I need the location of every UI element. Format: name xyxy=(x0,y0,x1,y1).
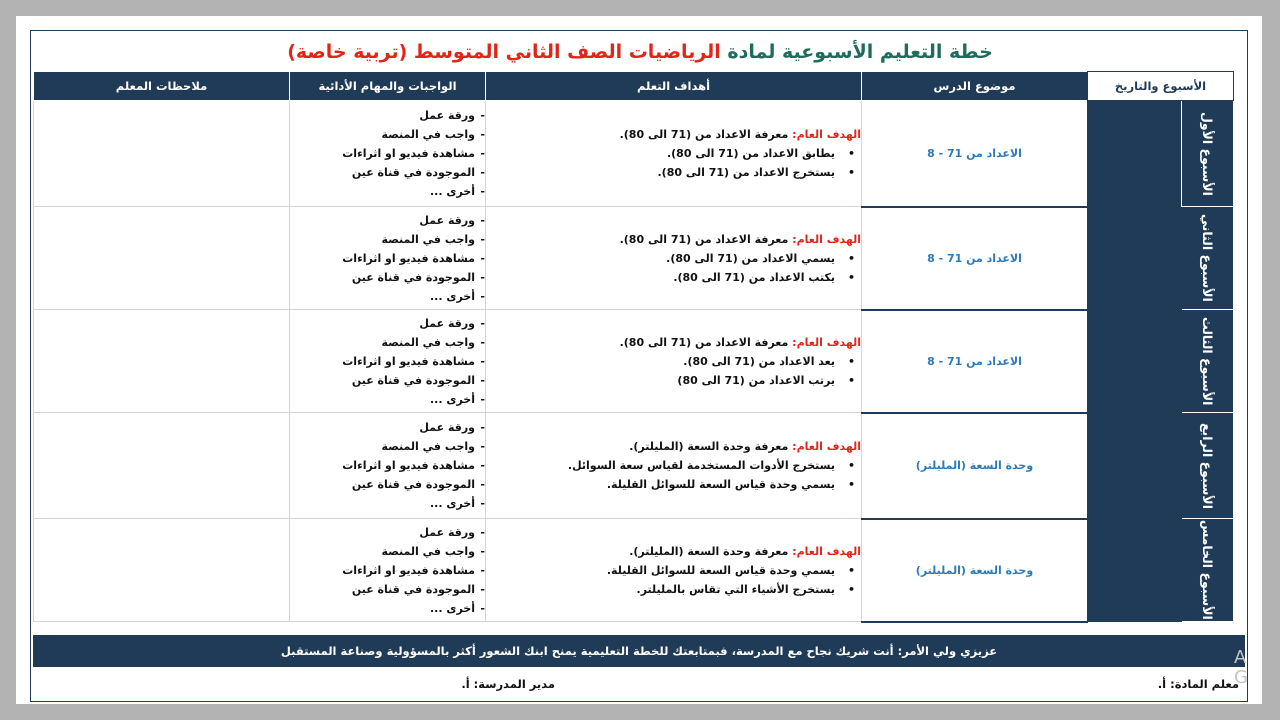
tasks-cell xyxy=(290,519,486,622)
task-item: - واجب في المنصة xyxy=(290,230,475,249)
task-item: - الموجودة في قناة عين xyxy=(290,475,475,494)
task-item: - مشاهدة فيديو او اثراءات xyxy=(290,561,475,580)
table-header-row xyxy=(34,72,1234,101)
topic-cell: الاعداد من 71 - 8 xyxy=(862,101,1088,207)
table-row xyxy=(34,519,1234,622)
tasks-list xyxy=(290,418,485,513)
header-week: الأسبوع والتاريخ xyxy=(1088,72,1234,101)
header-notes: ملاحظات المعلم xyxy=(34,72,290,101)
goal-bullet: • يرتب الاعداد من (71 الى 80) xyxy=(486,371,835,390)
goal-label: الهدف العام: xyxy=(792,544,861,558)
goal-bullet: • يسمي الاعداد من (71 الى 80). xyxy=(486,249,835,268)
tasks-list xyxy=(290,106,485,201)
task-item: - أخرى ... xyxy=(290,494,475,513)
notes-cell xyxy=(34,101,290,207)
task-item: - واجب في المنصة xyxy=(290,437,475,456)
signature-row xyxy=(33,671,1245,697)
task-item: - ورقة عمل xyxy=(290,211,475,230)
task-item: - واجب في المنصة xyxy=(290,542,475,561)
task-item: - الموجودة في قناة عين xyxy=(290,580,475,599)
general-goal xyxy=(486,333,861,352)
task-item: - الموجودة في قناة عين xyxy=(290,163,475,182)
goal-text: معرفة وحدة السعة (المليلتر). xyxy=(629,544,793,558)
page-frame xyxy=(16,16,1262,704)
title-special: (تربية خاصة) xyxy=(287,41,408,63)
table-row xyxy=(34,101,1234,207)
parent-message-banner: عزيزي ولي الأمر: أنت شريك نجاح مع المدرسة، فبمتابعتك للخطة التعليمية يمنح ابنك الشعور أكثر بالمسؤولية وصناعة المستقبل xyxy=(33,635,1245,667)
week-label-cell xyxy=(1182,413,1234,519)
goal-text: معرفة الاعداد من (71 الى 80). xyxy=(619,335,793,349)
week-label-cell xyxy=(1182,207,1234,310)
week-label: الأسبوع الثاني xyxy=(1200,214,1216,302)
notes-cell xyxy=(34,310,290,413)
tasks-cell xyxy=(290,101,486,207)
week-label-cell xyxy=(1182,101,1234,207)
goals-cell xyxy=(486,413,862,519)
goal-label: الهدف العام: xyxy=(792,440,861,453)
general-goal xyxy=(486,125,861,144)
week-label: الأسبوع الثالث xyxy=(1200,316,1216,406)
goal-label: الهدف العام: xyxy=(792,128,861,141)
plan-sheet xyxy=(30,30,1248,702)
page-title xyxy=(31,41,1249,63)
weekly-plan-table xyxy=(33,71,1234,623)
header-topic: موضوع الدرس xyxy=(862,72,1088,101)
tasks-list xyxy=(290,314,485,409)
header-goals: أهداف التعلم xyxy=(486,72,862,101)
week-label-cell xyxy=(1182,519,1234,622)
table-row xyxy=(34,207,1234,310)
general-goal xyxy=(486,230,861,249)
goal-bullets xyxy=(486,456,861,494)
task-item: - أخرى ... xyxy=(290,599,475,618)
task-item: - ورقة عمل xyxy=(290,314,475,333)
task-item: - ورقة عمل xyxy=(290,523,475,542)
topic-cell: وحدة السعة (المليلتر) xyxy=(862,519,1088,622)
activation-watermark-mark: A G xyxy=(1234,647,1248,688)
goals-cell xyxy=(486,207,862,310)
goal-text: معرفة الاعداد من (71 الى 80). xyxy=(619,232,793,246)
task-item: - مشاهدة فيديو او اثراءات xyxy=(290,352,475,371)
tasks-cell xyxy=(290,413,486,519)
week-label-cell xyxy=(1182,310,1234,413)
task-item: - أخرى ... xyxy=(290,287,475,306)
goals-cell xyxy=(486,519,862,622)
title-subject: الرياضيات xyxy=(628,41,721,63)
topic-cell: الاعداد من 71 - 8 xyxy=(862,310,1088,413)
task-item: - الموجودة في قناة عين xyxy=(290,371,475,390)
task-item: - واجب في المنصة xyxy=(290,125,475,144)
goal-bullet: • يستخرج الأشياء التي تقاس بالمليلتر. xyxy=(486,580,835,599)
task-item: - مشاهدة فيديو او اثراءات xyxy=(290,249,475,268)
goal-label: الهدف العام: xyxy=(792,335,861,349)
week-label: الأسبوع الأول xyxy=(1200,111,1216,196)
goal-bullet: • يطابق الاعداد من (71 الى 80). xyxy=(486,144,835,163)
goal-bullet: • يسمي وحدة قياس السعة للسوائل القليلة. xyxy=(486,561,835,580)
goal-bullet: • يستخرج الأدوات المستخدمة لقياس سعة السوائل. xyxy=(486,456,835,475)
title-grade: الصف الثاني المتوسط xyxy=(407,41,629,63)
goal-bullet: • يعد الاعداد من (71 الى 80). xyxy=(486,352,835,371)
goal-text: معرفة الاعداد من (71 الى 80). xyxy=(619,128,793,141)
tasks-cell xyxy=(290,310,486,413)
general-goal xyxy=(486,542,861,561)
goal-bullet: • يكتب الاعداد من (71 الى 80). xyxy=(486,268,835,287)
table-row xyxy=(34,310,1234,413)
tasks-cell xyxy=(290,207,486,310)
goal-bullets xyxy=(486,352,861,390)
goal-bullets xyxy=(486,561,861,599)
goal-bullets xyxy=(486,249,861,287)
notes-cell xyxy=(34,519,290,622)
goals-cell xyxy=(486,101,862,207)
task-item: - أخرى ... xyxy=(290,390,475,409)
topic-cell: وحدة السعة (المليلتر) xyxy=(862,413,1088,519)
goal-bullets xyxy=(486,144,861,182)
manager-signature: مدير المدرسة: أ. xyxy=(461,677,555,691)
week-label: الأسبوع الخامس xyxy=(1200,520,1216,620)
task-item: - ورقة عمل xyxy=(290,106,475,125)
title-text-1: خطة التعليم الأسبوعية لمادة xyxy=(720,41,993,63)
task-item: - أخرى ... xyxy=(290,182,475,201)
task-item: - واجب في المنصة xyxy=(290,333,475,352)
topic-cell: الاعداد من 71 - 8 xyxy=(862,207,1088,310)
date-cell xyxy=(1088,101,1182,622)
goal-label: الهدف العام: xyxy=(792,232,861,246)
goal-text: معرفة وحدة السعة (المليلتر). xyxy=(629,440,793,453)
general-goal xyxy=(486,437,861,456)
tasks-list xyxy=(290,211,485,306)
task-item: - مشاهدة فيديو او اثراءات xyxy=(290,456,475,475)
notes-cell xyxy=(34,413,290,519)
goal-bullet: • يسمي وحدة قياس السعة للسوائل القليلة. xyxy=(486,475,835,494)
teacher-signature: معلم المادة: أ. xyxy=(1157,677,1239,691)
task-item: - ورقة عمل xyxy=(290,418,475,437)
header-tasks: الواجبات والمهام الأدائية xyxy=(290,72,486,101)
notes-cell xyxy=(34,207,290,310)
week-label: الأسبوع الرابع xyxy=(1200,422,1216,509)
task-item: - الموجودة في قناة عين xyxy=(290,268,475,287)
goals-cell xyxy=(486,310,862,413)
table-row xyxy=(34,413,1234,519)
task-item: - مشاهدة فيديو او اثراءات xyxy=(290,144,475,163)
tasks-list xyxy=(290,523,485,618)
goal-bullet: • يستخرج الاعداد من (71 الى 80). xyxy=(486,163,835,182)
